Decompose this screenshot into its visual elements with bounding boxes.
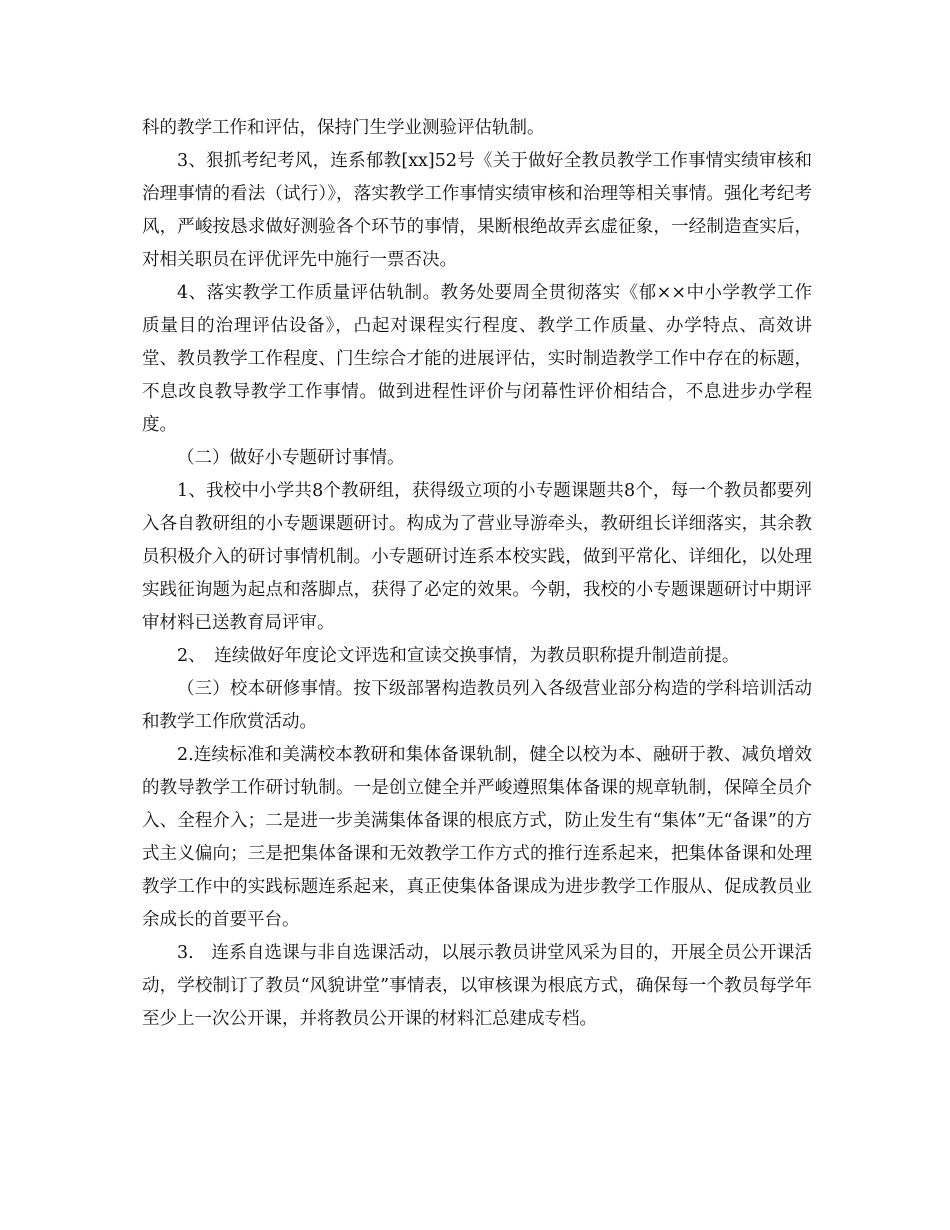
section-heading-2: （二）做好小专题研讨事情。 <box>177 448 405 468</box>
paragraph-item-2-papers: 2、 连续做好年度论文评选和宣读交换事情，为教员职称提升制造前提。 <box>177 646 740 666</box>
paragraph-item-1-research-groups: 1、我校中小学共8个教研组，获得级立项的小专题课题共8个，每一个教员都要列入各自教研组的小专题课题研讨。构成为了营业导游牵头，教研组长详细落实，其余教员积极介入的研讨事情机制。小专题研讨连系本校实践，做到平常化、详细化，以处理实践征询题为起点和落脚点，获得了必定的效果。今朝，我校的小专题课题研讨中期评审材料已送教育局评审。 <box>142 481 812 633</box>
document-body <box>142 112 812 1036</box>
section-heading-3: （三）校本研修事情。按下级部署构造教员列入各级营业部分构造的学科培训活动和教学工作欣赏活动。 <box>142 679 812 732</box>
paragraph-item-3-open-class: 3. 连系自选课与非自选课活动，以展示教员讲堂风采为目的，开展全员公开课活动，学校制订了教员“风貌讲堂”事情表，以审核课为根底方式，确保每一个教员每学年至少上一次公开课，并将教员公开课的材料汇总建成专档。 <box>142 943 812 1029</box>
paragraph-item-4-quality-evaluation: 4、落实教学工作质量评估轨制。教务处要周全贯彻落实《郁××中小学教学工作质量目的治理评估设备》，凸起对课程实行程度、教学工作质量、办学特点、高效讲堂、教员教学工作程度、门生综合才能的进展评估，实时制造教学工作中存在的标题，不息改良教导教学工作事情。做到进程性评价与闭幕性评价相结合，不息进步办学程度。 <box>142 283 812 435</box>
paragraph-item-3-exam-discipline: 3、狠抓考纪考风，连系郁教[xx]52号《关于做好全教员教学工作事情实绩审核和治理事情的看法（试行）》，落实教学工作事情实绩审核和治理等相关事情。强化考纪考风，严峻按恳求做好测验各个环节的事情，果断根绝故弄玄虚征象，一经制造查实后，对相关职员在评优评先中施行一票否决。 <box>142 151 812 270</box>
paragraph-item-2-collective-lesson-prep: 2.连续标准和美满校本教研和集体备课轨制，健全以校为本、融研于教、减负增效的教导教学工作研讨轨制。一是创立健全并严峻遵照集体备课的规章轨制，保障全员介入、全程介入；二是进一步美满集体备课的根底方式，防止发生有“集体”无“备课”的方式主义偏向；三是把集体备课和无效教学工作方式的推行连系起来，把集体备课和处理教学工作中的实践标题连系起来，真正使集体备课成为进步教学工作服从、促成教员业余成长的首要平台。 <box>142 745 812 930</box>
paragraph-continuation: 科的教学工作和评估，保持门生学业测验评估轨制。 <box>142 118 545 138</box>
